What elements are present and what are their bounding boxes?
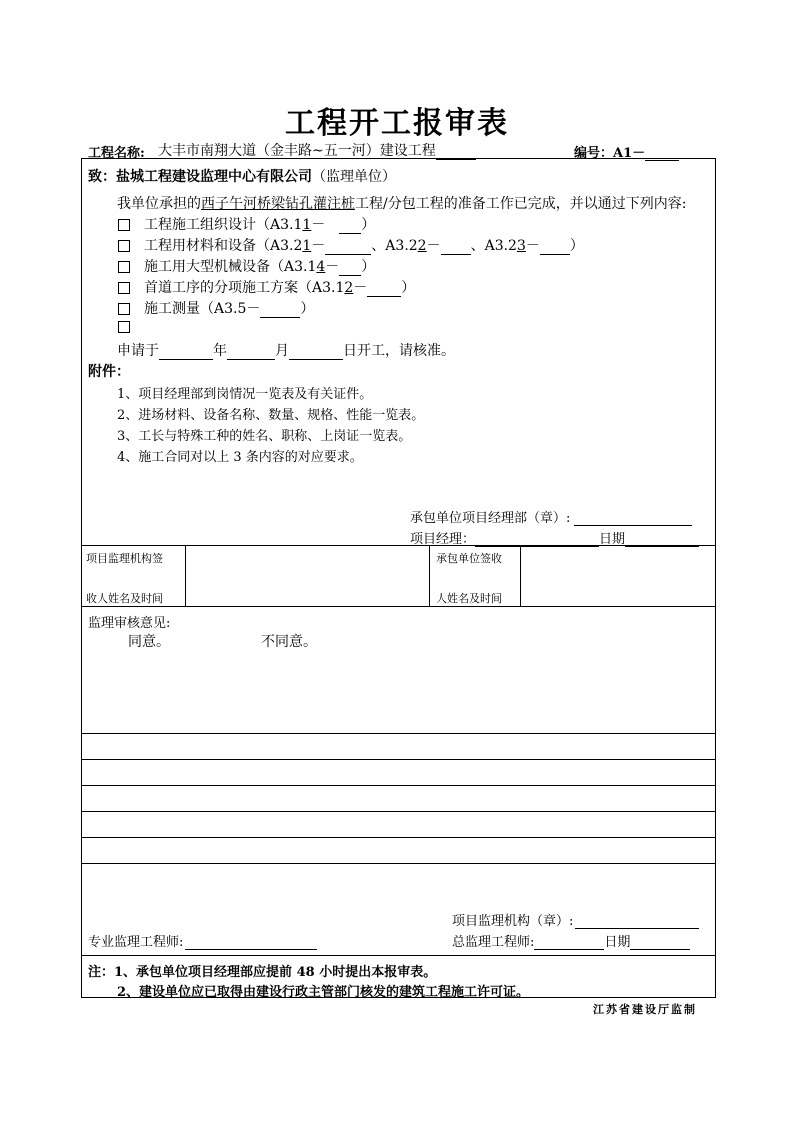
- intro-after: 工程/分包工程的准备工作已完成，并以通过下列内容:: [355, 196, 687, 212]
- column-divider: [520, 545, 521, 606]
- checklist-end: ）: [401, 280, 416, 296]
- checklist-blank: [441, 240, 471, 255]
- checklist-code: 3: [516, 238, 526, 254]
- checklist-end: ）: [361, 217, 376, 233]
- contractor-receipt-top: 承包单位签收: [436, 552, 502, 565]
- checklist-end: ）: [300, 301, 315, 317]
- checklist-end: ）: [569, 238, 584, 254]
- project-manager-label: 项目经理：: [410, 532, 476, 547]
- divider-line: [81, 733, 716, 734]
- review-label: 监理审核意见:: [88, 616, 171, 631]
- attachment-item: 1、项目经理部到岗情况一览表及有关证件。: [117, 387, 373, 402]
- apply-year: 年: [213, 343, 227, 359]
- issuer-footer: 江苏省建设厅监制: [593, 1003, 697, 1016]
- checklist-dash: －: [325, 259, 340, 275]
- date-label: 日期: [599, 532, 626, 547]
- supervisor-receipt-top: 项目监理机构签: [86, 552, 163, 565]
- specialist-engineer-label: 专业监理工程师:: [88, 935, 184, 950]
- project-name-value: [158, 140, 476, 160]
- attachment-item: 4、施工合同对以上 3 条内容的对应要求。: [117, 450, 363, 465]
- project-name-label: 工程名称:: [88, 146, 145, 161]
- chief-engineer-label: 总监理工程师:: [452, 935, 535, 950]
- checkbox[interactable]: [118, 240, 130, 252]
- contractor-dept-blank: [574, 511, 692, 526]
- checklist-item: [118, 298, 314, 318]
- checklist-label: 工程用材料和设备（A3.2: [144, 238, 303, 254]
- chief-date-blank: [630, 935, 690, 950]
- divider-line: [81, 837, 716, 838]
- specialist-engineer: [88, 931, 317, 950]
- page-title: 工程开工报审表: [285, 106, 509, 141]
- divider-line: [81, 955, 716, 956]
- project-name-text: 大丰市南翔大道（金丰路~五一河）建设工程: [158, 143, 436, 159]
- checkbox[interactable]: [118, 321, 130, 333]
- supervisor-receipt-bottom: 收人姓名及时间: [86, 592, 163, 605]
- checklist-label: 施工用大型机械设备（A3.1: [144, 259, 317, 275]
- recipient-org: 盐城工程建设监理中心有限公司: [116, 169, 312, 185]
- disagree-option[interactable]: 不同意。: [261, 634, 317, 650]
- checklist-blank: [260, 303, 300, 318]
- checklist-dash: －: [426, 238, 441, 254]
- checklist-item: [118, 319, 144, 335]
- date-blank: [625, 532, 699, 547]
- attachment-item: 2、进场材料、设备名称、数量、规格、性能一览表。: [117, 408, 425, 423]
- checkbox[interactable]: [118, 261, 130, 273]
- checklist-code: 4: [316, 259, 326, 275]
- intro-line: [117, 193, 686, 213]
- checklist-blank: [367, 282, 401, 297]
- checklist-label: 首道工序的分项施工方案（A3.1: [144, 280, 345, 296]
- number-label: 编号：A1－: [574, 146, 646, 161]
- checklist-code: 1: [302, 217, 312, 233]
- checklist-mid: 、A3.2: [470, 238, 517, 254]
- checklist-dash: －: [311, 238, 326, 254]
- checklist-code: 2: [417, 238, 427, 254]
- project-manager-blank: [475, 532, 599, 547]
- apply-day: 日开工，请核准。: [343, 343, 455, 359]
- contractor-dept: [410, 507, 692, 526]
- divider-line: [81, 785, 716, 786]
- checklist-end: ）: [361, 259, 376, 275]
- checkbox[interactable]: [118, 303, 130, 315]
- contractor-dept-label: 承包单位项目经理部（章）:: [410, 511, 571, 526]
- checklist-dash: －: [353, 280, 368, 296]
- supervisor-org-label: 项目监理机构（章）:: [452, 914, 574, 929]
- checklist-dash: －: [246, 301, 261, 317]
- divider-line: [81, 863, 716, 864]
- intro-before: 我单位承担的: [117, 196, 201, 212]
- recipient-prefix: 致：: [88, 169, 116, 185]
- supervisor-org-blank: [575, 914, 699, 929]
- recipient-line: [88, 166, 396, 186]
- supervisor-org: [452, 910, 699, 929]
- checklist-label: 施工测量（A3.5: [144, 301, 247, 317]
- checklist-code: 2: [344, 280, 354, 296]
- checklist-dash: －: [525, 238, 540, 254]
- day-blank: [289, 345, 343, 360]
- column-divider: [185, 545, 186, 606]
- attachments-label: 附件：: [88, 364, 130, 380]
- divider-line: [81, 606, 716, 607]
- checklist-item: [118, 256, 375, 276]
- agree-option[interactable]: 同意。: [128, 634, 170, 650]
- checklist-blank: [339, 219, 361, 234]
- chief-date-label: 日期: [604, 935, 631, 950]
- apply-line: [117, 340, 455, 360]
- checklist-dash: －: [311, 217, 326, 233]
- checkbox[interactable]: [118, 219, 130, 231]
- column-divider: [429, 545, 430, 606]
- checklist-blank: [339, 261, 361, 276]
- checkbox[interactable]: [118, 282, 130, 294]
- specialist-engineer-blank: [185, 935, 317, 950]
- checklist-blank: [325, 240, 371, 255]
- checklist-label: 工程施工组织设计（A3.1: [144, 217, 303, 233]
- chief-engineer: [452, 931, 690, 950]
- checklist-blank: [540, 240, 570, 255]
- contractor-receipt-bottom: 人姓名及时间: [436, 592, 502, 605]
- year-blank: [159, 345, 213, 360]
- apply-prefix: 申请于: [117, 343, 159, 359]
- note-line-2: 2、建设单位应已取得由建设行政主管部门核发的建筑工程施工许可证。: [117, 985, 530, 1000]
- note-line-1: 注：1、承包单位项目经理部应提前 48 小时提出本报审表。: [88, 965, 437, 980]
- divider-line: [81, 759, 716, 760]
- checklist-item: [118, 214, 375, 234]
- apply-month: 月: [275, 343, 289, 359]
- checklist-item: [118, 235, 584, 255]
- attachment-item: 3、工长与特殊工种的姓名、职称、上岗证一览表。: [117, 429, 412, 444]
- checklist-code: 1: [302, 238, 312, 254]
- recipient-suffix: （监理单位）: [312, 169, 396, 185]
- checklist-item: [118, 277, 415, 297]
- month-blank: [227, 345, 275, 360]
- contractor-manager: [410, 528, 699, 547]
- intro-project: 西子午河桥梁钻孔灌注桩: [201, 196, 355, 212]
- divider-line: [81, 811, 716, 812]
- checklist-mid: 、A3.2: [371, 238, 418, 254]
- chief-engineer-blank: [534, 935, 604, 950]
